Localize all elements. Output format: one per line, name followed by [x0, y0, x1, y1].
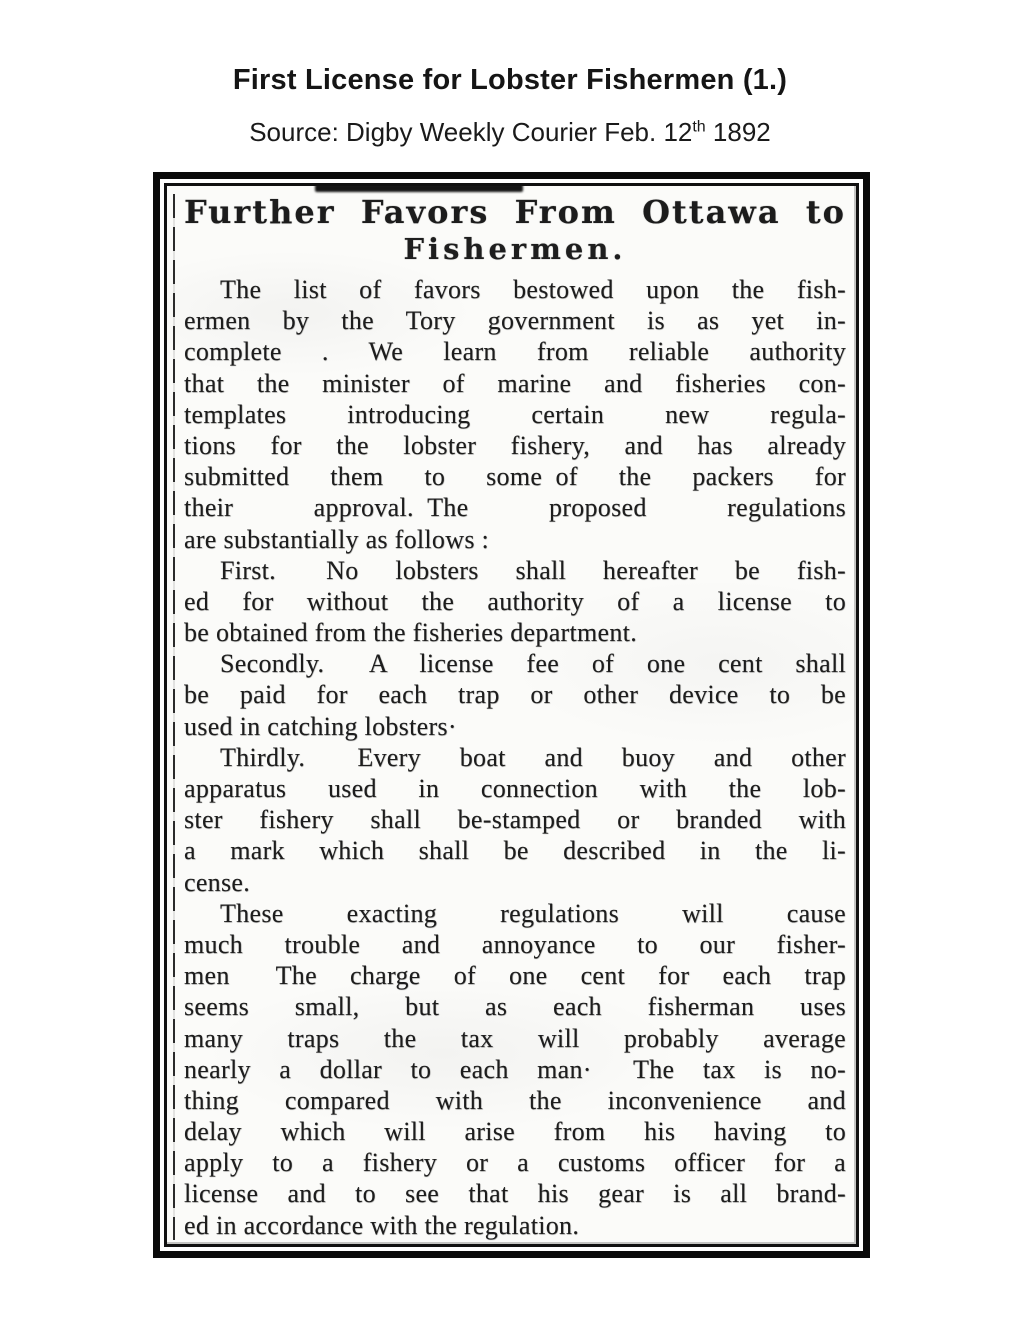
clipping-text-line: ed for without the authority of a license to	[184, 586, 846, 616]
column-rule	[173, 194, 175, 1240]
clipping-text-line: are substantially as follows :	[184, 524, 490, 554]
clipping-text-line: much trouble and annoyance to our fisher-	[184, 929, 846, 959]
clipping-text-line: cense.	[184, 867, 251, 897]
clipping-text-line: be paid for each trap or other device to be	[184, 680, 846, 710]
clipping-text-line: First. No lobsters shall hereafter be fish-	[220, 555, 846, 585]
clipping-text-line: These exacting regulations will cause	[220, 898, 846, 928]
clipping-text-line: apparatus used in connection with the lob-	[184, 774, 846, 803]
clipping-headline-line-1: Further Favors From Ottawa to	[184, 193, 846, 231]
clipping-text-line: submitted them to some of the packers for	[184, 462, 846, 492]
clipping-content	[184, 192, 846, 1241]
clipping-text-line: their approval. The proposed regulations	[184, 493, 846, 523]
clipping-text-line: seems small, but as each fisherman uses	[184, 992, 846, 1022]
clipping-text-line: ster fishery shall be-stamped or branded with	[184, 805, 846, 835]
clipping-text-line: a mark which shall be described in the li-	[184, 836, 846, 866]
clipping-text-line: used in catching lobsters·	[184, 711, 457, 741]
clipping-text-line: Secondly. A license fee of one cent shall	[220, 649, 846, 679]
clipping-text-line: ed in accordance with the regulation.	[184, 1210, 580, 1240]
clipping-text-line: apply to a fishery or a customs officer for a	[184, 1148, 846, 1178]
source-line	[0, 117, 1020, 148]
clipping-text-line: templates introducing certain new regula-	[184, 399, 846, 429]
clipping-body	[184, 274, 846, 1241]
source-text-suffix: 1892	[705, 117, 771, 147]
clipping-text-line: that the minister of marine and fisheries con-	[184, 368, 846, 398]
clipping-text-line: complete . We learn from reliable authority	[184, 337, 846, 367]
newspaper-clipping	[164, 183, 859, 1247]
ink-smudge-bar	[315, 184, 523, 192]
newspaper-clipping-frame	[153, 172, 870, 1258]
clipping-headline-line-2: Fishermen.	[403, 232, 627, 266]
clipping-text-line: ermen by the Tory government is as yet in-	[184, 306, 846, 336]
clipping-text-line: license and to see that his gear is all brand-	[184, 1179, 846, 1209]
source-superscript: th	[692, 118, 706, 136]
clipping-text-line: tions for the lobster fishery, and has already	[184, 430, 846, 460]
clipping-text-line: be obtained from the fisheries department.	[184, 618, 637, 648]
clipping-text-line: thing compared with the inconvenience and	[184, 1085, 846, 1115]
source-text-prefix: Source: Digby Weekly Courier Feb. 12	[249, 117, 693, 147]
page-title: First License for Lobster Fishermen (1.)	[232, 64, 788, 96]
clipping-text-line: many traps the tax will probably average	[184, 1023, 846, 1053]
clipping-text-line: delay which will arise from his having to	[184, 1117, 846, 1147]
clipping-text-line: The list of favors bestowed upon the fish-	[220, 275, 846, 304]
clipping-text-line: nearly a dollar to each man· The tax is no-	[184, 1054, 846, 1084]
clipping-text-line: men The charge of one cent for each trap	[184, 961, 846, 991]
clipping-text-line: Thirdly. Every boat and buoy and other	[220, 742, 846, 772]
